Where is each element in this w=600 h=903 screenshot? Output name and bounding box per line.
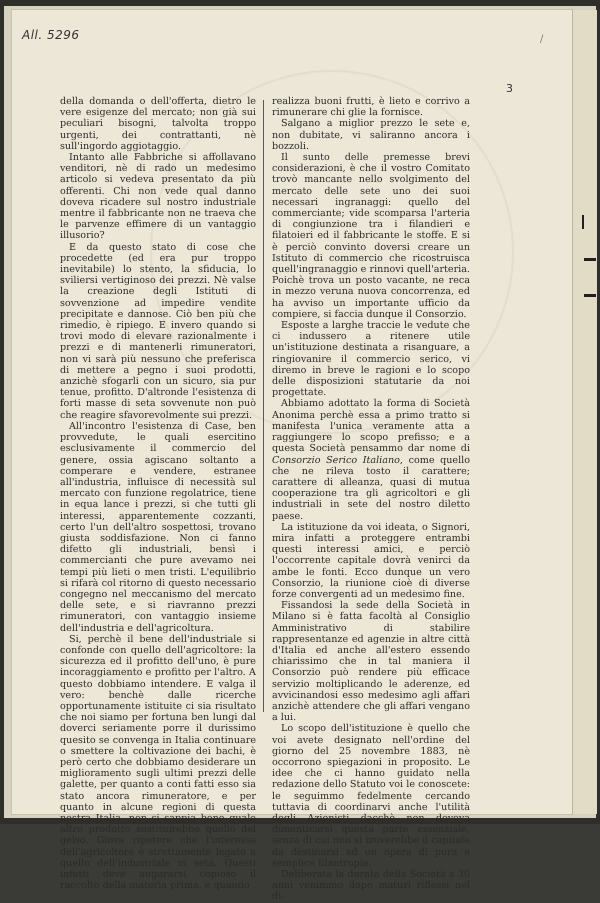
column-divider (263, 100, 264, 712)
corner-mark: / (540, 34, 544, 45)
paragraph: realizza buoni frutti, è lieto e corrivo a rimunerare chi glie la fornisce. (272, 96, 470, 119)
paragraph: Intanto alle Fabbriche si affollavano venditori, nè di rado un medesimo articolo si vedeva presentato da più offerenti. Chi non vede qual danno doveva ricadere sul nostro industriale mentre il fabbricante non ne traeva che le parvenze effimere di un vantaggio illusorio? (60, 152, 256, 242)
paragraph-text: Abbiamo adottato la forma di Società Anonima perchè essa a primo tratto si manifesta l'unica veramente atta a raggiungere lo scopo prefisso; e a questa Società pensammo dar nome di (272, 398, 470, 455)
text-column-left (60, 96, 256, 891)
paragraph: Esposte a larghe traccie le vedute che ci indussero a ritenere utile un'istituzione destinata a risanguare, a ringiovanire il commercio serico, vi diremo in breve le ragioni e lo scopo delle disposizioni statutarie da noi progettate. (272, 320, 470, 399)
margin-mark (582, 215, 584, 229)
paragraph: All'incontro l'esistenza di Case, ben provvedute, le quali esercitino esclusivamente il commercio del genere, ossia agiscano soltanto a comperare e vendere, estranee all'industria, influisce di necessità sul mercato con funzione regolatrice, tiene in equa lance i prezzi, si che tutti gli interessi, apparentemente cozzanti, certo l'un dell'altro sospettosi, trovano giusta soddisfazione. Non ci fanno difetto gli industriali, bensì i commercianti che pure avevamo nei tempi più lieti o men tristi. L'equilibrio si rifarà col ritorno di questo necessario congegno nel meccanismo del mercato delle sete, e si riavranno prezzi rimuneratori, con vantaggio insieme dell'industria e dell'agricoltura. (60, 420, 256, 634)
margin-mark (584, 294, 596, 297)
consortium-name: Consorzio Serico Italiano (272, 454, 400, 466)
handwritten-reference: All. 5296 (22, 28, 80, 42)
paragraph (272, 398, 470, 521)
paragraph: Deliberata la durata della Società a 30 anni venimmo dopo maturi riflessi nel di- (272, 869, 470, 903)
text-column-right (272, 96, 470, 903)
paragraph: Il sunto delle premesse brevi considerazioni, è che il vostro Comitato trovò mancante nello svolgimento del mercato delle sete uno dei suoi necessari ingranaggi: quello del commerciante; vide scomparsa l'arteria di congiunzione tra i filandieri e filatoieri ed il fabbricante le stoffe. E si è perciò convinto doversi creare un Istituto di commercio che ricostruisca quell'ingranaggio e rinnovi quell'arteria. Poichè trova un posto vacante, ne reca in mezzo veruna nuova concorrenza, ed ha avviso un importante ufficio da compiere, si faccia dunque il Consorzio. (272, 152, 470, 320)
page-number: 3 (506, 82, 513, 95)
paragraph: Fissandosi la sede della Società in Milano si è fatta facoltà al Consiglio Amministrativo di stabilire rappresentanze ed agenzie in altre città d'Italia ed anche all'estero essendo chiarissimo che in tal maniera il Consorzio può rendere più efficace servizio moltiplicando le aderenze, ed avvicinandosi esso medesimo agli affari anzichè attendere che gli affari vengano a lui. (272, 600, 470, 724)
paragraph: della domanda o dell'offerta, dietro le vere esigenze del mercato; non già sui peculiari bisogni, talvolta troppo urgenti, dei contrattanti, nè sull'ingordo aggiotaggio. (60, 96, 256, 152)
paragraph: Salgano a miglior prezzo le sete e, non dubitate, vi saliranno ancora i bozzoli. (272, 118, 470, 152)
adjacent-page-edge (572, 10, 597, 814)
paragraph-text: , come quello che ne rileva tosto il carattere; carattere di alleanza, quasi di mutua cooperazione tra gli agricoltori e gli industriali in sete del nostro diletto paese. (272, 454, 471, 522)
paragraph: Lo scopo dell'istituzione è quello che voi avete designato nell'ordine del giorno del 25 novembre 1883, nè occorrono spiegazioni in proposito. Le idee che ci hanno guidato nella redazione dello Statuto voi le conoscete: le seguimmo fedelmente cercando tuttavia di coordinarvi anche l'utilità degli Azionisti dacchè non doveva dimenticarsi questa parte essenziale, senza di cui non si troverebbe il capitale da destinarsi ad un opera di pura e semplice filantropia. (272, 723, 470, 869)
paragraph: La istituzione da voi ideata, o Signori, mira infatti a proteggere entrambi questi interessi amici, e perciò l'occorrente capitale dovrà venirci da ambe le fonti. Ecco dunque un vero Consorzio, la riunione cioè di diverse forze convergenti ad un medesimo fine. (272, 521, 470, 600)
paragraph: Si, perchè il bene dell'industriale si confonde con quello dell'agricoltore: la sicurezza ed il profitto dell'uno, è pure incoraggiamento e profitto per l'altro. A questo dobbiamo intendere. E valga il vero: benchè dalle ricerche opportunamente istituite ci sia risultato che noi siamo per fortuna ben lungi dal doverci seriamente porre il durissimo quesito se convenga in Italia continuare o smettere la coltivazione dei bachi, è però certo che dobbiamo desiderare un miglioramento sugli ultimi prezzi delle galette, per quanto a conti fatti esso sia stato ancora rimuneratore, e per quanto in alcune regioni di questa nostra Italia, non si sappia bene quale altro prodotto sostituirebbe quello del gelso. Giova ripetere che l'interesse dell'agricoltore è strettamente legato a quello dell'industriale in seta. Questi infatti deve augurarsi copioso il raccolto della materia prima, e quando (60, 633, 256, 892)
margin-mark (584, 258, 596, 261)
paragraph: E da questo stato di cose che procedette (ed era pur troppo inevitabile) lo stento, la sfiducia, lo sviliersi vertiginoso dei prezzi. Nè valse la creazione degli Istituti di sovvenzione ad impedire vendite precipitate e dannose. Ciò ben più che rimedio, è ripiego. E invero quando si trovi modo di elevare razionalmente i prezzi e di mantenerli rimuneratori, non vi sarà più nessuno che preferisca di mettere a pegno i suoi prodotti, anzichè sfogarli con un sicuro, sia pur tenue, profitto. D'altronde l'esistenza di forti masse di seta sovvenute non può che reagire sfavorevolmente sui prezzi. (60, 241, 256, 421)
